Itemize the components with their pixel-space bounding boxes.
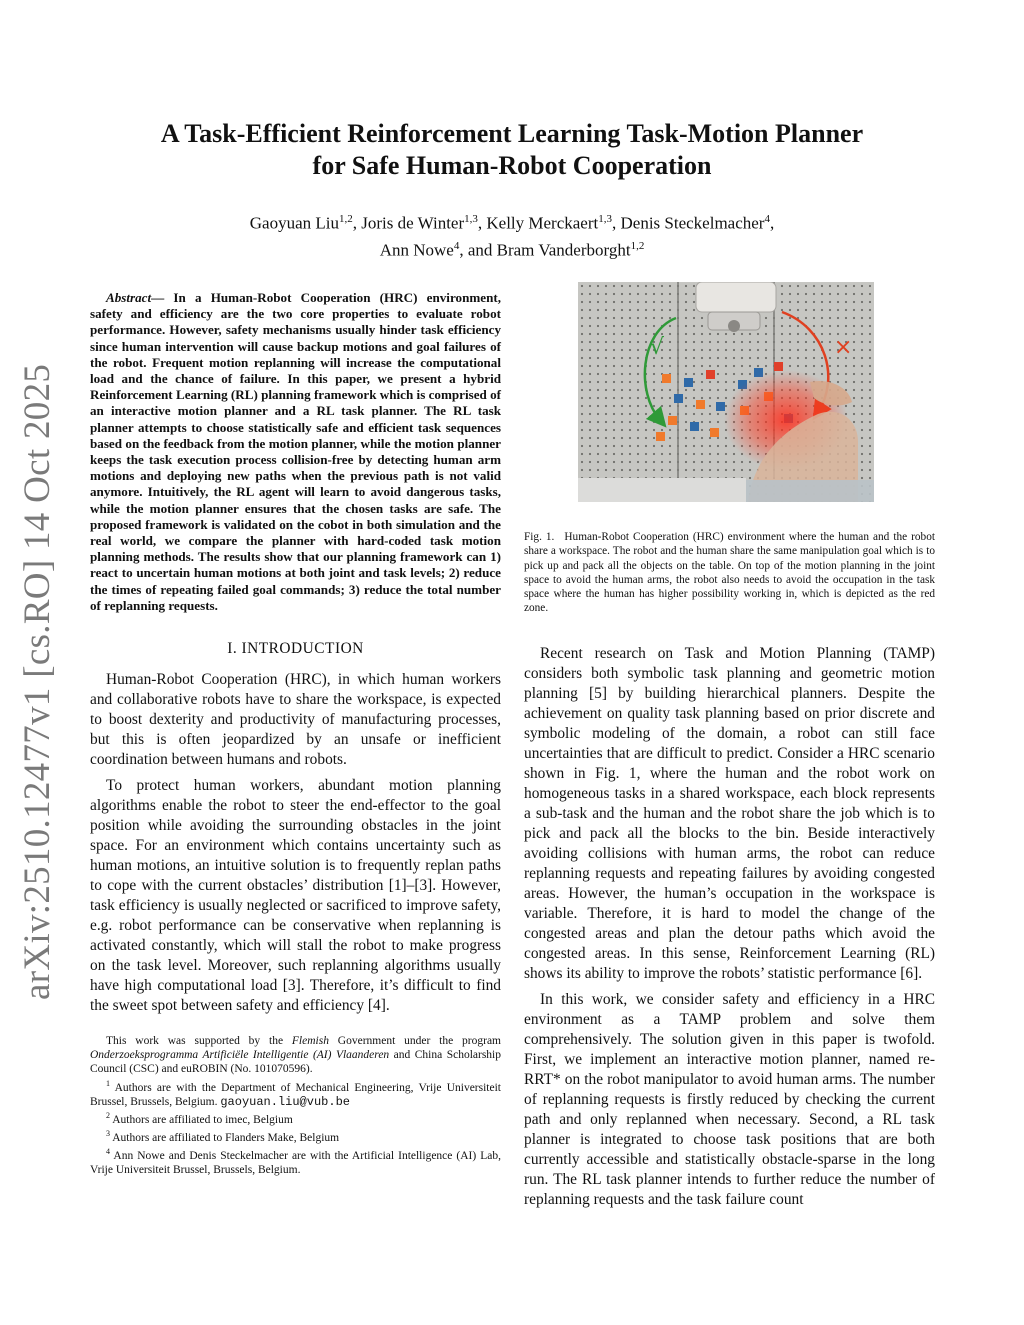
task-block <box>684 378 693 387</box>
author-separator: , <box>769 213 775 233</box>
right-column <box>524 282 935 1216</box>
body-paragraph-3: Recent research on Task and Motion Planning (TAMP) considers both symbolic task planning and geometric motion planning [5] by building hierarchical planners. Despite the achievement on quality task planning based on prior discrete and symbolic modeling of the domain, a robot can still face uncertainties that are difficult to predict. Consider a HRC scenario shown in Fig. 1, where the human and the robot work on homogeneous tasks in a shared workspace, each block represents a sub-task and the human and the robot share the job which is to pick and pack all the blocks to the bin. Beside interactively avoiding collisions with human arms, the robot can reduce replanning requests and repeating failures by avoiding congested areas. However, the human’s occupation in the workspace is variable. Therefore, it is hard to model the change of the congested areas and plan the detour paths which avoid the congested areas. In this sense, Reinforcement Learning (RL) shows its ability to improve the robots’ statistic performance [6]. <box>524 644 935 982</box>
task-block <box>656 432 665 441</box>
footnote-text: Government under the program <box>328 1035 501 1048</box>
email-link[interactable]: gaoyuan.liu@vub.be <box>220 1094 350 1109</box>
author-name: , Joris de Winter <box>352 213 465 233</box>
author-name: , Kelly Merckaert <box>477 213 599 233</box>
check-mark-icon: √ <box>650 335 665 360</box>
author-affiliation: 1,2 <box>630 239 645 252</box>
footnote-text: Onderzoeksprogramma Artificiële Intelligentie (AI) Vlaanderen <box>90 1049 390 1062</box>
footnote-marker: 4 <box>106 1146 110 1156</box>
task-block <box>690 422 699 431</box>
funding-footnote <box>90 1034 501 1077</box>
right-body <box>524 644 935 1210</box>
affiliation-footnote-3 <box>90 1127 501 1145</box>
author-name: , Denis Steckelmacher <box>612 213 765 233</box>
abstract <box>90 290 501 614</box>
author-name: Ann Nowe <box>379 240 454 260</box>
footnote-marker: 2 <box>106 1110 110 1120</box>
footnotes <box>90 1034 501 1177</box>
footnote-text: Flemish <box>291 1035 329 1048</box>
footnote-text: Authors are with the Department of Mechanical Engineering, Vrije Universiteit Brussel, Brussels, Belgium. <box>90 1081 501 1108</box>
left-column <box>90 290 501 1177</box>
caption-text: Human-Robot Cooperation (HRC) environment where the human and the robot share a workspace. The robot and the human share the same manipulation goal which is to pick up and pack all the objects on the table. On top of the motion planning in the joint space to avoid the human arms, the robot also needs to avoid the occupation in the task space where the human has higher possibility working in, which is depicted as the red zone. <box>524 531 935 615</box>
author-affiliation: 1,3 <box>464 213 478 225</box>
task-block <box>696 400 705 409</box>
author-affiliation: 1,2 <box>339 213 353 225</box>
author-affiliation: 1,3 <box>598 213 612 225</box>
task-block <box>668 416 677 425</box>
cross-mark-icon: × <box>834 335 853 360</box>
task-block <box>662 374 671 383</box>
author-name: , and Bram Vanderborght <box>459 240 631 260</box>
paper-title <box>90 118 934 182</box>
table-edge <box>578 478 746 502</box>
task-block <box>716 402 725 411</box>
figure-caption <box>524 530 935 616</box>
footnote-text: and China Scholarship Council (CSC) and euROBIN (No. 101070596). <box>90 1049 502 1076</box>
intro-paragraph-2: To protect human workers, abundant motion planning algorithms enable the robot to steer the end-effector to the goal position while avoiding the surrounding obstacles in the joint space. For an environment which contains uncertainty such as human motions, an intuitive solution is to frequently replan paths to cope with the current obstacles’ distribution [1]–[3]. However, task efficiency is usually neglected or sacrificed to improve safety, e.g. robot performance can be conservative when replanning is activated constantly, which will stall the robot to make progress on the task level. Moreover, such replanning algorithms usually have high computational load [3]. Therefore, it’s difficult to find the sweet spot between safety and efficiency [4]. <box>90 777 501 1015</box>
title-line-1: A Task-Efficient Reinforcement Learning Task-Motion Planner <box>160 119 864 148</box>
author-name: Gaoyuan Liu <box>249 213 339 233</box>
task-block <box>710 428 719 437</box>
body-paragraph-4: In this work, we consider safety and efficiency in a HRC environment as a TAMP problem and solve them comprehensively. The solution given in this paper is twofold. First, we implement an interactive motion planner, named re-RRT* on the robot manipulator to avoid human arms. The number of replanning requests is firstly reduced by checking the current path and only replanned when necessary. Second, a RL task planner is integrated to choose task positions that are both currently accessible and statistically obstacle-sparse in the long run. The RL task planner intends to further reduce the number of replanning requests and the task failure count <box>524 990 935 1208</box>
intro-paragraph-1: Human-Robot Cooperation (HRC), in which human workers and collaborative robots have to share the workspace, is expected to boost dexterity and productivity of manufacturing processes, but this is often jeopardized by an unsafe or inefficient coordination between humans and robots. <box>90 671 501 769</box>
section-heading-introduction: I. INTRODUCTION <box>227 640 364 658</box>
footnote-text: Authors are affiliated to Flanders Make, Belgium <box>110 1131 340 1144</box>
task-block <box>674 394 683 403</box>
abstract-text: — In a Human-Robot Cooperation (HRC) environment, safety and efficiency are the two core properties to evaluate robot performance. However, safety mechanisms usually hinder task efficiency since human intervention will cause backup motions and goal failures of the robot. Frequent motion replanning will increase the computational load and the chance of failure. In this paper, we present a hybrid Reinforcement Learning (RL) planning framework which is comprised of an interactive motion planner and a RL task planner. The RL task planner attempts to choose statistically safe and efficient task sequences based on the feedback from the motion planner, while the motion planner keeps the task execution process collision-free by detecting human arm motions and deploying new paths when the previous path is not valid anymore. Intuitively, the RL agent will learn to avoid dangerous tasks, while the motion planner ensures that the chosen tasks are safe. The proposed framework is validated on the cobot in both simulation and the real world, we compare the planner with hard-coded task motion planning methods. The results show that our planning framework can 1) react to uncertain human motions at both joint and task levels; 2) reduce the times of repeating failed goal commands; 3) reduce the total number of replanning requests. <box>90 290 501 613</box>
task-block <box>774 362 783 371</box>
author-affiliation: 4 <box>764 213 770 225</box>
affiliation-footnote-2 <box>90 1109 501 1127</box>
title-line-2: for Safe Human-Robot Cooperation <box>312 151 712 180</box>
footnote-text: Ann Nowe and Denis Steckelmacher are with the Artificial Intelligence (AI) Lab, Vrije Universiteit Brussel, Brussels, Belgium. <box>90 1149 501 1176</box>
figure-hrc-workspace <box>578 282 874 502</box>
affiliation-footnote-4 <box>90 1145 501 1177</box>
affiliation-footnote-1 <box>90 1077 501 1109</box>
footnote-text: This work was supported by the <box>106 1035 292 1048</box>
task-block <box>706 370 715 379</box>
footnote-marker: 3 <box>106 1128 110 1138</box>
arxiv-identifier: arXiv:2510.12477v1 [cs.RO] 14 Oct 2025 <box>17 363 58 1000</box>
author-list <box>90 208 934 261</box>
figure-label: Fig. 1. <box>524 531 555 543</box>
abstract-label: Abstract <box>106 290 152 305</box>
author-affiliation: 4 <box>453 239 460 252</box>
footnote-text: Authors are affiliated to imec, Belgium <box>110 1113 293 1126</box>
footnote-marker: 1 <box>106 1078 110 1088</box>
